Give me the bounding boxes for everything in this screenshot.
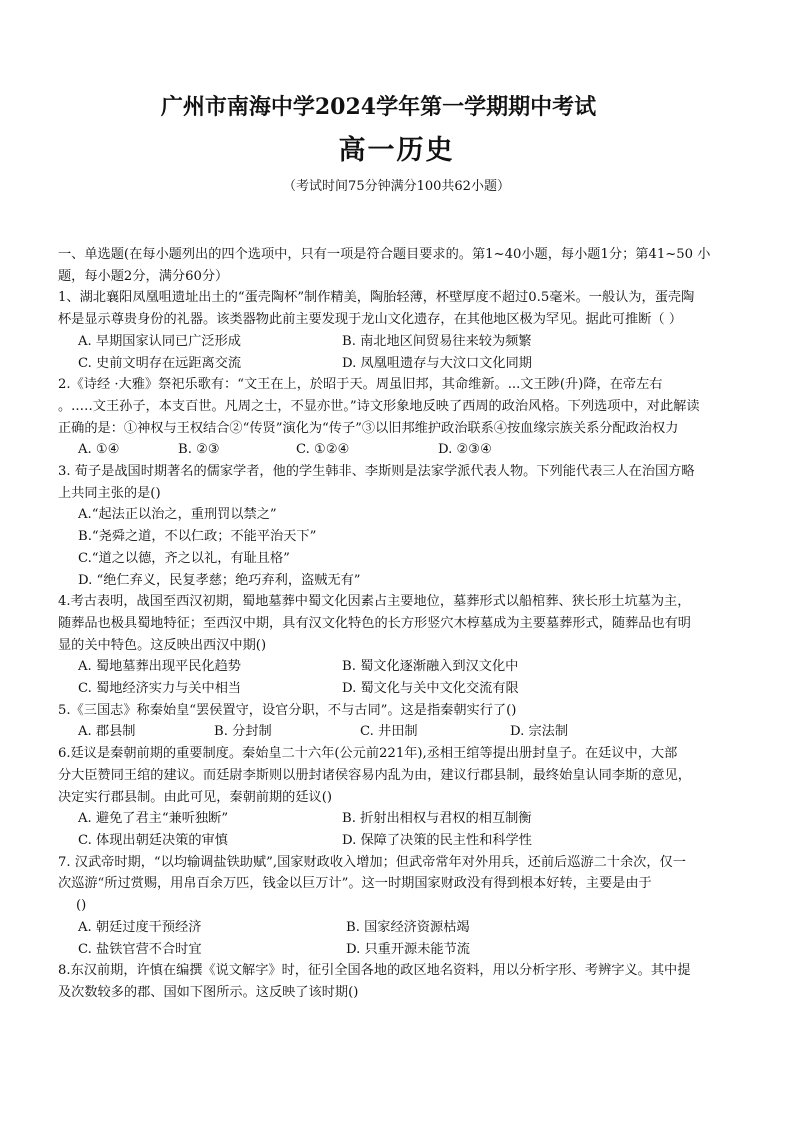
option-a: A. 郡县制 <box>78 724 136 740</box>
question-stem: 4.考古表明，战国至西汉初期，蜀地墓葬中蜀文化因素占主要地位，墓葬形式以船棺葬、狭长形土坑墓为主， <box>58 594 691 610</box>
option-a: A. 避免了君主“兼听独断” <box>78 811 229 827</box>
exam-body <box>58 244 730 1004</box>
option-d: D. 保障了决策的民主性和科学性 <box>342 832 532 848</box>
question-5 <box>58 700 730 743</box>
option-b: B. ②③ <box>178 442 220 458</box>
question-stem: 。..…文王孙子，本支百世。凡周之士，不显亦世。”诗文形象地反映了西周的政治风格。下列选项中，对此解读 <box>58 398 700 414</box>
question-stem: 及次数较多的郡、国如下图所示。这反映了该时期() <box>58 984 359 1000</box>
option-row <box>58 721 730 743</box>
question-7 <box>58 852 730 961</box>
question-4 <box>58 591 730 700</box>
question-stem: 5.《三国志》称秦始皇“罢侯置守，设官分职，不与古同”。这是指秦朝实行了() <box>58 702 517 718</box>
option-d: D. ②③④ <box>438 442 492 458</box>
option-a: A. 早期国家认同已广泛形成 <box>78 333 241 349</box>
option-a: A. ①④ <box>78 442 120 458</box>
option-c: C. 蜀地经济实力与关中相当 <box>78 681 242 697</box>
option-a: A. 朝廷过度干预经济 <box>78 919 202 935</box>
option-a: A.“起法正以治之，重刑罚以禁之” <box>78 507 277 523</box>
option-c: C. 体现出朝廷决策的审慎 <box>78 832 228 848</box>
option-c: C.“道之以德，齐之以礼，有耻且格” <box>78 550 290 566</box>
option-b: B. 国家经济资源枯竭 <box>346 919 470 935</box>
option-row <box>58 439 730 461</box>
exam-title: 广州市南海中学2024学年第一学期期中考试 <box>160 94 597 120</box>
option-row <box>58 678 730 700</box>
option-c: C. 史前文明存在远距离交流 <box>78 355 242 371</box>
question-2 <box>58 374 730 461</box>
option-b: B.“尧舜之道，不以仁政；不能平治天下” <box>78 529 317 545</box>
question-stem: 显的关中特色。这反映出西汉中期() <box>58 637 267 653</box>
section-instructions-cont: 题，每小题2分，满分60分） <box>58 268 229 284</box>
option-row <box>58 331 730 353</box>
option-d: D. “绝仁弃义，民复孝慈；绝巧弃利，盗贼无有” <box>78 572 361 588</box>
option-c: C. ①②④ <box>296 442 350 458</box>
option-b: B. 折射出相权与君权的相互制衡 <box>342 811 532 827</box>
question-1 <box>58 287 730 374</box>
option-row <box>58 830 730 852</box>
question-stem: 8.东汉前期，许慎在编撰《说文解字》时，征引全国各地的政区地名资料，用以分析字形、考辨字义。其中提 <box>58 963 691 979</box>
question-stem: 7. 汉武帝时期，“以均输调盐铁助赋”,国家财政收入增加；但武帝常年对外用兵，还前后巡游二十余次，仅一 <box>58 854 686 870</box>
subject-title: 高一历史 <box>338 135 455 166</box>
option-b: B. 分封制 <box>214 724 272 740</box>
question-stem: 正确的是：①神权与王权结合②“传贤”演化为“传子”③以旧邦维护政治联系④按血缘宗族关系分配政治权力 <box>58 420 679 436</box>
option-row <box>58 656 730 678</box>
answer-paren: () <box>76 898 87 914</box>
question-stem: 3. 荀子是战国时期著名的儒家学者，他的学生韩非、李斯则是法家学派代表人物。下列能代表三人在治国方略 <box>58 464 695 480</box>
question-6 <box>58 743 730 852</box>
option-c: C. 井田制 <box>360 724 418 740</box>
question-stem: 1、湖北襄阳凤凰咀遗址出土的“蛋壳陶杯”制作精美，陶胎轻薄，杯壁厚度不超过0.5毫米。一般认为，蛋壳陶 <box>58 290 695 306</box>
question-stem: 上共同主张的是() <box>58 485 161 501</box>
option-d: D. 只重开源未能节流 <box>346 941 470 957</box>
question-stem: 杯是显示尊贵身份的礼器。该类器物此前主要发现于龙山文化遗存，在其他地区极为罕见。据此可推断（ ） <box>58 312 683 328</box>
question-stem: 决定实行郡县制。由此可见，秦朝前期的廷议() <box>58 789 333 805</box>
option-a: A. 蜀地墓葬出现平民化趋势 <box>78 659 241 675</box>
option-row <box>58 939 730 961</box>
option-b: B. 南北地区间贸易往来较为频繁 <box>342 333 532 349</box>
option-d: D. 凤凰咀遗存与大汶口文化同期 <box>342 355 532 371</box>
question-stem: 6.廷议是秦朝前期的重要制度。秦始皇二十六年(公元前221年),丞相王绾等提出册封皇子。在廷议中，大部 <box>58 746 678 762</box>
option-row <box>58 808 730 830</box>
option-c: C. 盐铁官营不合时宜 <box>78 941 202 957</box>
exam-info: （考试时间75分钟满分100共62小题） <box>283 179 510 194</box>
question-stem: 次巡游“所过赏赐，用帛百余万匹，钱金以巨万计”。这一时期国家财政没有得到根本好转，主要是由于 <box>58 876 652 892</box>
question-stem: 2.《诗经 ·大雅》祭祀乐歌有：“文王在上，於昭于天。周虽旧邦，其命维新。...文王陟(升)降，在帝左右 <box>58 377 663 393</box>
question-stem: 分大臣赞同王绾的建议。而廷尉李斯则以册封诸侯容易内乱为由，建议行郡县制，最终始皇认同李斯的意见， <box>58 767 691 783</box>
option-d: D. 蜀文化与关中文化交流有限 <box>342 681 519 697</box>
section-instructions: 一、单选题(在每小题列出的四个选项中，只有一项是符合题目要求的。第1~40小题，每小题1分；第41~50 小 <box>58 247 711 262</box>
option-row <box>58 917 730 939</box>
question-stem: 随葬品也极具蜀地特征；至西汉中期，具有汉文化特色的长方形竖穴木椁墓成为主要墓葬形式，随葬品也有明 <box>58 615 691 631</box>
question-3 <box>58 461 730 591</box>
question-8 <box>58 960 730 1003</box>
option-b: B. 蜀文化逐渐融入到汉文化中 <box>342 659 519 675</box>
option-row <box>58 353 730 375</box>
option-d: D. 宗法制 <box>510 724 569 740</box>
